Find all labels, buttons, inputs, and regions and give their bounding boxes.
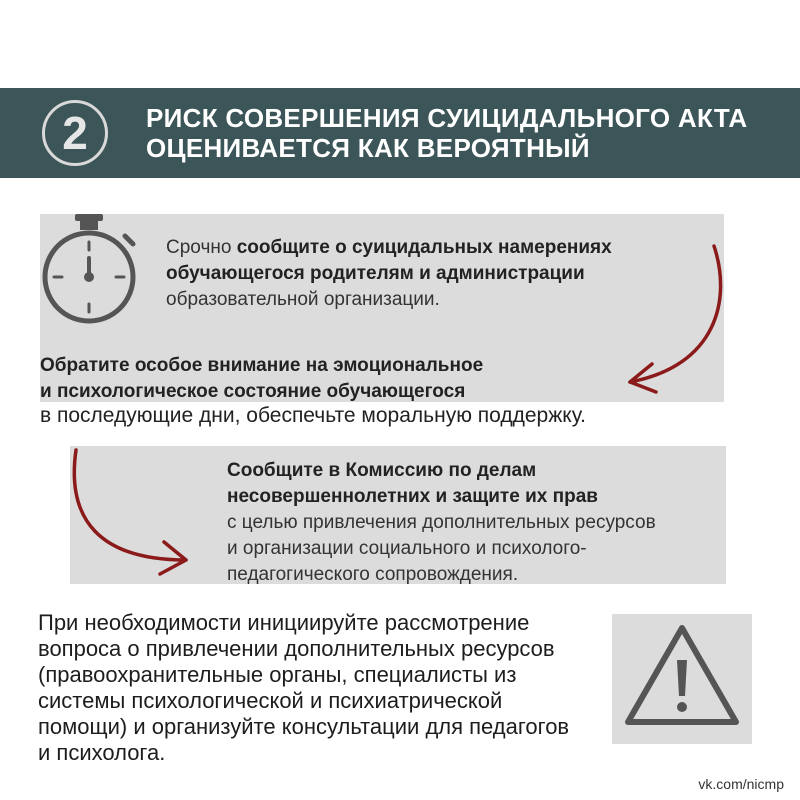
block4-line-2: вопроса о привлечении дополнительных ресурсов <box>38 636 555 661</box>
block1-bold-1: сообщите о суицидальных намерениях <box>236 237 612 258</box>
block3-bold-1: Сообщите в Комиссию по делам <box>227 460 537 481</box>
block3-text <box>227 458 737 588</box>
stopwatch-icon <box>45 214 133 321</box>
block2-normal: в последующие дни, обеспечьте моральную поддержку. <box>40 404 586 427</box>
block3-line-3: с целью привлечения дополнительных ресурсов <box>227 512 656 533</box>
block3-bold-2: несовершеннолетних и защите их прав <box>227 486 598 507</box>
block1-normal: образовательной организации. <box>166 289 440 310</box>
block1-text <box>166 235 716 313</box>
warning-icon <box>628 628 736 722</box>
arrow-icon-2 <box>74 450 186 574</box>
title-line-1: РИСК СОВЕРШЕНИЯ СУИЦИДАЛЬНОГО АКТА <box>146 103 748 133</box>
step-number: 2 <box>62 107 88 159</box>
block3-line-5: педагогического сопровождения. <box>227 564 519 585</box>
block4-line-6: и психолога. <box>38 740 166 765</box>
block4-line-5: помощи) и организуйте консультации для педагогов <box>38 714 570 739</box>
block2-bold-1: Обратите особое внимание на эмоциональное <box>40 355 484 376</box>
block4-line-3: (правоохранительные органы, специалисты из <box>38 662 517 687</box>
block2-bold-2: и психологическое состояние обучающегося <box>40 381 466 402</box>
block3-line-4: и организации социального и психолого- <box>227 538 587 559</box>
block1-lead: Срочно <box>166 237 232 258</box>
block4-text <box>38 610 608 766</box>
title-line-2: ОЦЕНИВАЕТСЯ КАК ВЕРОЯТНЫЙ <box>146 133 590 163</box>
block4-line-4: системы психологической и психиатрической <box>38 688 503 713</box>
block4-line-1: При необходимости инициируйте рассмотрение <box>38 610 530 635</box>
source-link[interactable]: vk.com/nicmp <box>698 776 784 792</box>
block2-text <box>40 353 600 405</box>
block1-bold-2: обучающегося родителям и администрации <box>166 263 585 284</box>
